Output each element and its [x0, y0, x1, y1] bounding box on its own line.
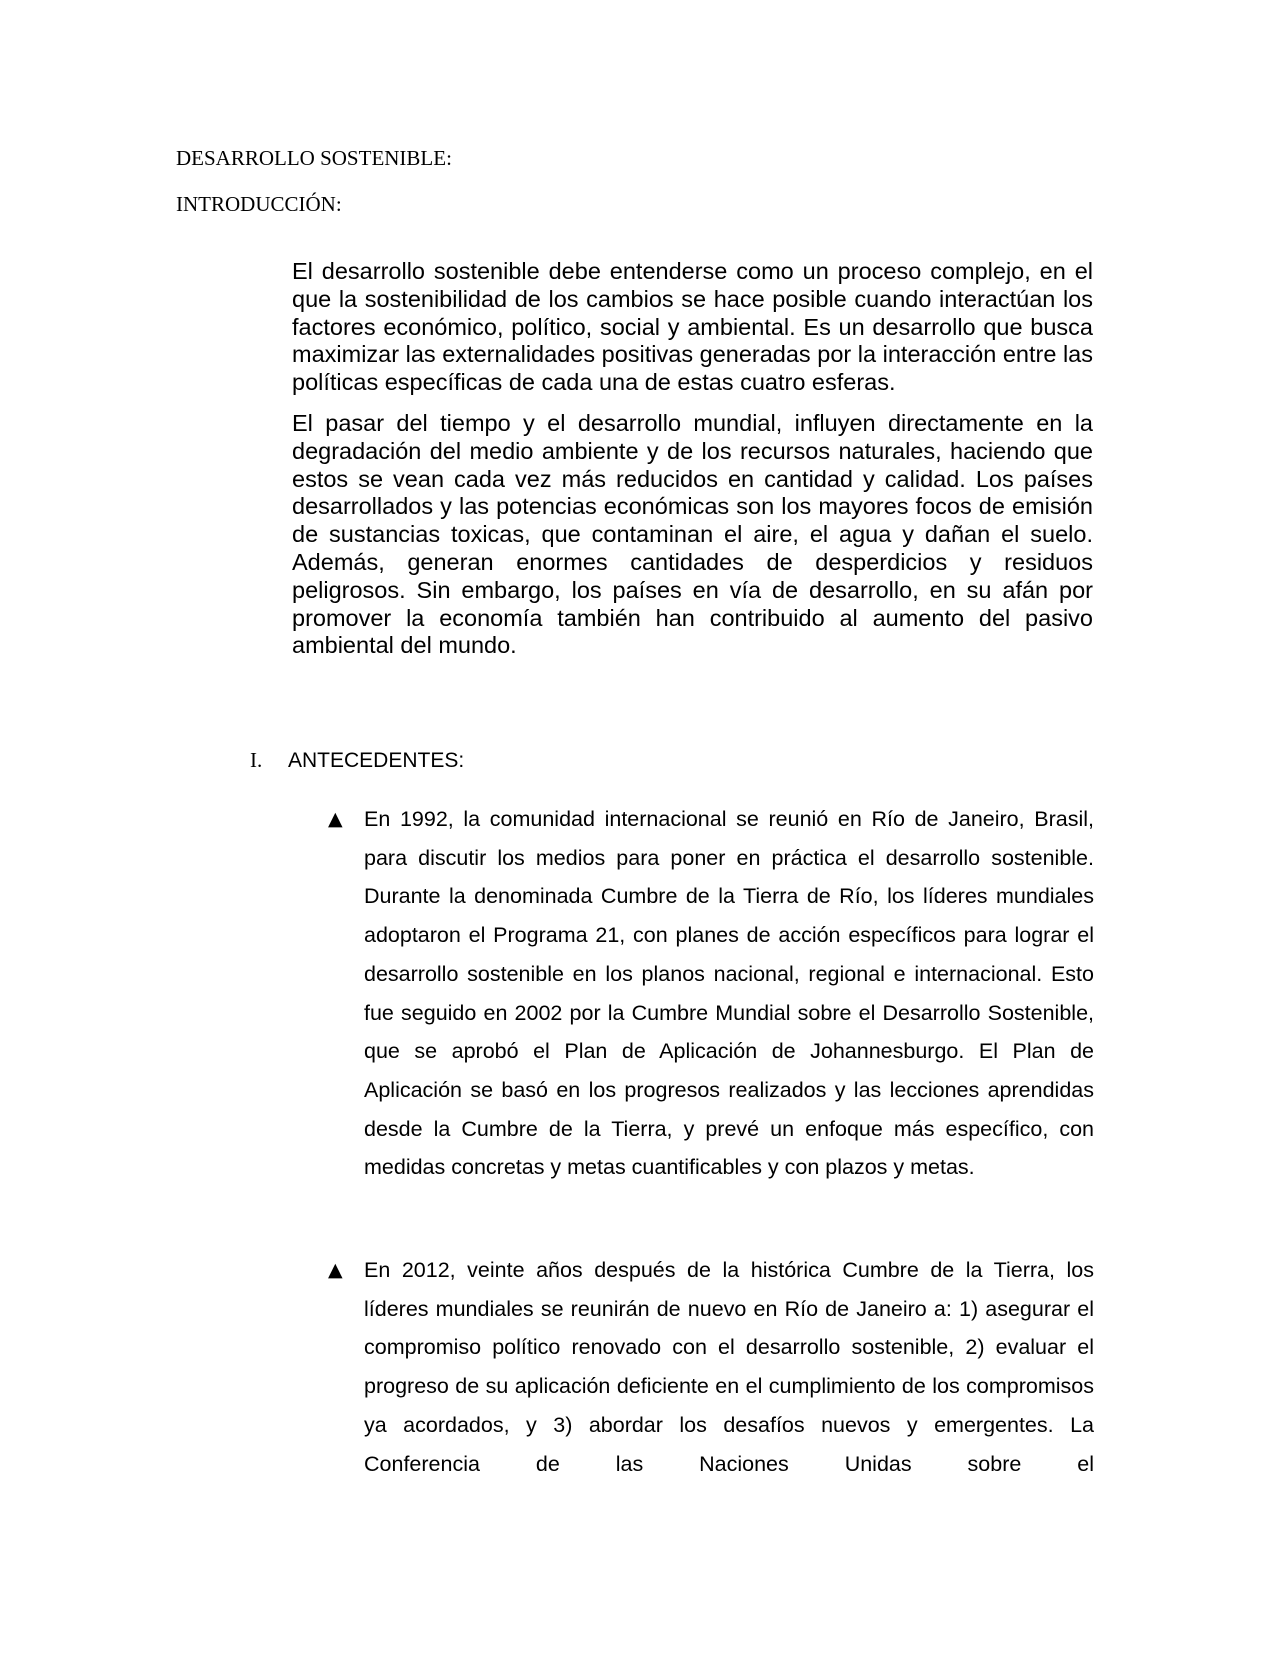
section-heading-antecedentes: [250, 747, 464, 774]
document-title: DESARROLLO SOSTENIBLE:: [176, 146, 452, 170]
bullet-text-2: En 2012, veinte años después de la histórica Cumbre de la Tierra, los líderes mundiales se reunirán de nuevo en Río de Janeiro a: 1) asegurar el compromiso político renovado con el desarrollo sostenible, 2) evaluar el progreso de su aplicación deficiente en el cumplimiento de los compromisos ya acordados, y 3) abordar los desafíos nuevos y emergentes. La Conferencia de las Naciones Unidas sobre el: [364, 1258, 1094, 1476]
intro-body: [292, 258, 1093, 673]
bullet-text-1: En 1992, la comunidad internacional se reunió en Río de Janeiro, Brasil, para discutir los medios para poner en práctica el desarrollo sostenible. Durante la denominada Cumbre de la Tierra de Río, los líderes mundiales adoptaron el Programa 21, con planes de acción específicos para lograr el desarrollo sostenible en los planos nacional, regional e internacional. Esto fue seguido en 2002 por la Cumbre Mundial sobre el Desarrollo Sostenible, que se aprobó el Plan de Aplicación de Johannesburgo. El Plan de Aplicación se basó en los progresos realizados y las lecciones aprendidas desde la Cumbre de la Tierra, y prevé un enfoque más específico, con medidas concretas y metas cuantificables y con plazos y metas.: [364, 807, 1094, 1180]
intro-heading: INTRODUCCIÓN:: [176, 192, 342, 216]
triangle-bullet-icon: ▲: [328, 808, 343, 830]
intro-paragraph-1: El desarrollo sostenible debe entenderse como un proceso complejo, en el que la sostenibilidad de los cambios se hace posible cuando interactúan los factores económico, político, social y ambiental. Es un desarrollo que busca maximizar las externalidades positivas generadas por la interacción entre las políticas específicas de cada una de estas cuatro esferas.: [292, 258, 1093, 396]
triangle-bullet-icon: ▲: [328, 1259, 343, 1281]
intro-paragraph-2: El pasar del tiempo y el desarrollo mundial, influyen directamente en la degradación del medio ambiente y de los recursos naturales, haciendo que estos se vean cada vez más reducidos en cantidad y calidad. Los países desarrollados y las potencias económicas son los mayores focos de emisión de sustancias toxicas, que contaminan el aire, el agua y dañan el suelo. Además, generan enormes cantidades de desperdicios y residuos peligrosos. Sin embargo, los países en vía de desarrollo, en su afán por promover la economía también han contribuido al aumento del pasivo ambiental del mundo.: [292, 409, 1093, 659]
section-numeral: I.: [250, 748, 263, 772]
section-label: ANTECEDENTES:: [288, 749, 465, 772]
